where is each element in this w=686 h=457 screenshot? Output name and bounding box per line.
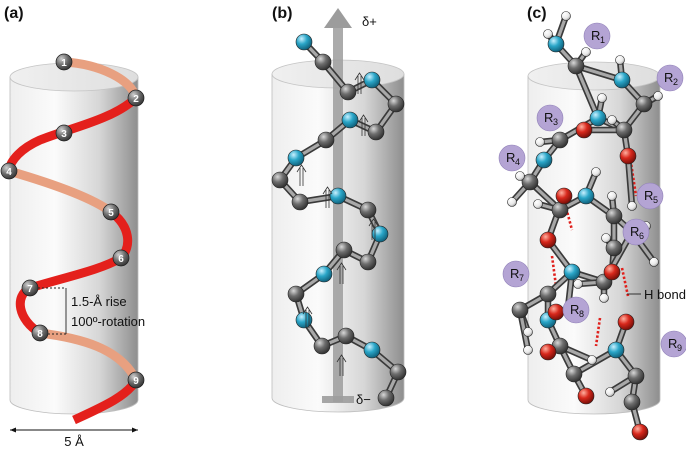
residue-number: 7: [27, 284, 33, 295]
residue-number: 9: [133, 376, 139, 387]
carbon-atom: [378, 390, 394, 406]
rotation-label: 100º-rotation: [71, 314, 146, 329]
nitrogen-atom: [564, 264, 580, 280]
carbon-atom: [616, 122, 632, 138]
hydrogen-atom: [608, 116, 617, 125]
carbon-atom: [628, 368, 644, 384]
oxygen-atom: [620, 148, 636, 164]
nitrogen-atom: [372, 226, 388, 242]
oxygen-atom: [548, 304, 564, 320]
panel-a: [1, 5, 145, 449]
hydrogen-atom: [574, 280, 583, 289]
nitrogen-atom: [590, 110, 606, 126]
carbon-atom: [340, 84, 356, 100]
dipole-positive-label: δ+: [362, 14, 377, 29]
carbon-atom: [314, 338, 330, 354]
side-chain-number: 6: [639, 231, 645, 241]
nitrogen-atom: [614, 72, 630, 88]
side-chain-number: 7: [519, 273, 525, 283]
carbon-atom: [552, 132, 568, 148]
panel-c: [499, 5, 686, 440]
oxygen-atom: [604, 264, 620, 280]
side-chain-R4: [499, 145, 525, 171]
carbon-atom: [368, 124, 384, 140]
hydrogen-atom: [600, 294, 609, 303]
side-chain-R6: [623, 219, 649, 245]
nitrogen-atom: [548, 36, 564, 52]
width-label: 5 Å: [64, 434, 84, 449]
side-chain-letter: R: [506, 150, 516, 165]
carbon-atom: [292, 194, 308, 210]
oxygen-atom: [632, 424, 648, 440]
carbon-atom: [568, 58, 584, 74]
side-chain-R5: [637, 183, 663, 209]
carbon-atom: [606, 240, 622, 256]
hydrogen-atom: [606, 388, 615, 397]
nitrogen-atom: [316, 266, 332, 282]
carbon-atom: [512, 302, 528, 318]
carbon-atom: [315, 54, 331, 70]
residue-8: [32, 325, 48, 341]
side-chain-letter: R: [644, 188, 654, 203]
side-chain-letter: R: [544, 110, 554, 125]
hydrogen-atom: [592, 168, 601, 177]
panel-b-label: (b): [272, 5, 293, 22]
side-chain-R9: [661, 331, 686, 357]
carbon-atom: [390, 364, 406, 380]
side-chain-number: 2: [673, 77, 679, 87]
hydrogen-atom: [524, 328, 533, 337]
hydrogen-atom: [608, 192, 617, 201]
residue-number: 8: [37, 329, 43, 340]
side-chain-letter: R: [668, 336, 678, 351]
oxygen-atom: [576, 122, 592, 138]
hydrogen-atom: [536, 138, 545, 147]
residue-number: 1: [61, 58, 67, 69]
side-chain-R3: [537, 105, 563, 131]
residue-7: [22, 280, 38, 296]
carbon-atom: [288, 286, 304, 302]
side-chain-number: 8: [579, 309, 585, 319]
hydrogen-atom: [654, 92, 663, 101]
oxygen-atom: [556, 188, 572, 204]
residue-2: [128, 90, 144, 106]
residue-number: 2: [133, 94, 139, 105]
side-chain-letter: R: [591, 28, 601, 43]
residue-6: [113, 250, 129, 266]
side-chain-letter: R: [510, 266, 520, 281]
hydrogen-atom: [562, 12, 571, 21]
carbon-atom: [636, 96, 652, 112]
side-chain-number: 4: [515, 157, 521, 167]
residue-3: [56, 125, 72, 141]
nitrogen-atom: [288, 150, 304, 166]
carbon-atom: [624, 394, 640, 410]
hydrogen-atom: [616, 56, 625, 65]
rise-label: 1.5-Å rise: [71, 294, 127, 309]
side-chain-R8: [563, 297, 589, 323]
carbon-atom: [388, 96, 404, 112]
carbon-atom: [318, 132, 334, 148]
residue-5: [103, 204, 119, 220]
residue-9: [128, 372, 144, 388]
residue-4: [1, 163, 17, 179]
hydrogen-atom: [650, 258, 659, 267]
hydrogen-atom: [582, 48, 591, 57]
oxygen-atom: [578, 388, 594, 404]
side-chain-R7: [503, 261, 529, 287]
hydrogen-atom: [588, 356, 597, 365]
side-chain-letter: R: [664, 70, 674, 85]
hydrogen-atom: [628, 202, 637, 211]
residue-number: 5: [108, 208, 114, 219]
carbon-atom: [360, 254, 376, 270]
nitrogen-atom: [608, 342, 624, 358]
hydrogen-atom: [516, 172, 525, 181]
oxygen-atom: [540, 344, 556, 360]
nitrogen-atom: [296, 312, 312, 328]
side-chain-letter: R: [570, 302, 580, 317]
hydrogen-atom: [602, 234, 611, 243]
nitrogen-atom: [296, 34, 312, 50]
carbon-atom: [606, 208, 622, 224]
carbon-atom: [566, 366, 582, 382]
side-chain-letter: R: [630, 224, 640, 239]
panel-b: [272, 5, 406, 412]
side-chain-number: 3: [553, 117, 559, 127]
carbon-atom: [552, 202, 568, 218]
residue-number: 6: [118, 254, 124, 265]
carbon-atom: [360, 202, 376, 218]
hydrogen-atom: [598, 94, 607, 103]
width-annotation: [10, 428, 138, 450]
nitrogen-atom: [578, 188, 594, 204]
hydrogen-atom: [508, 198, 517, 207]
nitrogen-atom: [364, 342, 380, 358]
oxygen-atom: [540, 232, 556, 248]
carbon-atom: [272, 172, 288, 188]
carbon-atom: [338, 328, 354, 344]
hydrogen-atom: [534, 200, 543, 209]
hydrogen-atom: [544, 30, 553, 39]
panel-c-label: (c): [527, 5, 547, 22]
nitrogen-atom: [364, 72, 380, 88]
residue-number: 3: [61, 129, 67, 140]
hbond-label: H bond: [644, 287, 686, 302]
side-chain-number: 5: [653, 195, 659, 205]
residue-1: [56, 54, 72, 70]
side-chain-R1: [584, 23, 610, 49]
side-chain-R2: [657, 65, 683, 91]
dipole-negative-label: δ−: [356, 392, 371, 407]
nitrogen-atom: [330, 188, 346, 204]
hydrogen-atom: [524, 346, 533, 355]
nitrogen-atom: [536, 152, 552, 168]
panel-a-label: (a): [4, 5, 24, 22]
oxygen-atom: [618, 314, 634, 330]
side-chain-number: 9: [677, 343, 683, 353]
nitrogen-atom: [342, 112, 358, 128]
residue-number: 4: [6, 167, 12, 178]
carbon-atom: [336, 242, 352, 258]
side-chain-number: 1: [600, 35, 606, 45]
carbon-atom: [540, 286, 556, 302]
